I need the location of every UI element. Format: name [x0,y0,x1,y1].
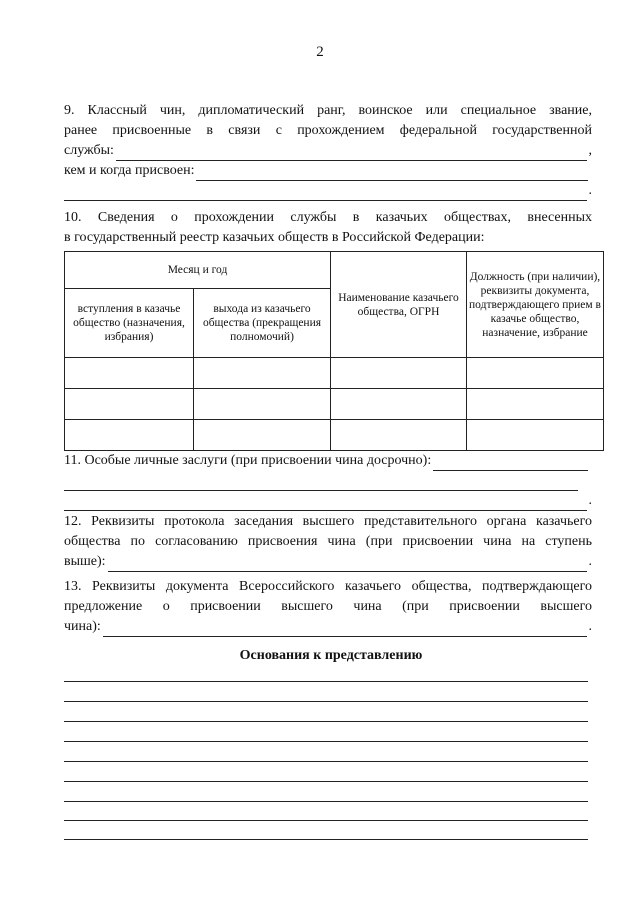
page-number: 2 [316,44,324,60]
table-cell[interactable] [194,358,331,389]
grounds-line[interactable] [64,781,588,782]
item-11-line-3 [64,491,592,511]
item-9-assigned-row [64,161,592,181]
item-12-row [64,552,592,572]
grounds-line[interactable] [64,761,588,762]
table-row [65,420,604,451]
table-cell[interactable] [331,389,467,420]
item-11-field-3[interactable] [64,495,587,511]
service-table [64,251,604,451]
item-11-label: 11. Особые личные заслуги (при присвоении чина досрочно): [64,453,432,468]
item-13-field[interactable] [103,621,587,637]
item-11-period: . [588,493,592,508]
item-12-period: . [588,554,592,569]
table-cell[interactable] [194,420,331,451]
item-10-line-2: в государственный реестр казачьих обществ в Российской Федерации: [64,230,485,245]
item-10 [64,208,592,248]
grounds-heading: Основания к представлению [239,648,423,663]
item-9-service-row [64,141,592,161]
item-11-field[interactable] [433,455,588,471]
grounds-line[interactable] [64,701,588,702]
table-cell[interactable] [331,358,467,389]
item-9-extra-row [64,181,592,201]
grounds-line[interactable] [64,681,588,682]
item-12-field[interactable] [108,556,587,572]
header-exit: выхода из казачьего общества (прекращения полномочий) [194,289,331,358]
table-cell[interactable] [65,358,194,389]
item-13-line-2: предложение о присвоении высшего чина (при присвоении высшего [64,599,592,614]
header-month-year: Месяц и год [65,252,331,289]
item-9-line-1: 9. Классный чин, дипломатический ранг, воинское или специальное звание, [64,103,592,118]
item-13-label: чина): [64,619,101,634]
item-9-assigned-field[interactable] [196,165,588,181]
table-row [65,389,604,420]
grounds-line[interactable] [64,801,588,802]
item-9-extra-field[interactable] [64,185,587,201]
item-9-assigned-label: кем и когда присвоен: [64,163,195,178]
item-9-extra-period: . [588,183,592,198]
item-12-line-1: 12. Реквизиты протокола заседания высшего представительного органа казачьего [64,514,592,529]
item-12-label: выше): [64,554,106,569]
table-cell[interactable] [467,389,604,420]
item-12-line-2: общества по согласованию присвоения чина (при присвоении чина на ступень [64,534,592,549]
grounds-line[interactable] [64,721,588,722]
item-9 [64,101,592,201]
table-row [65,358,604,389]
item-11-line-2 [64,471,592,491]
item-10-line-1: 10. Сведения о прохождении службы в казачьих обществах, внесенных [64,210,592,225]
header-entry: вступления в казачье общество (назначения, избрания) [65,289,194,358]
grounds-line[interactable] [64,820,588,821]
item-11-field-2[interactable] [64,475,578,491]
header-position-document: Должность (при наличии), реквизиты документа, подтверждающего прием в казачье общество, назначение, избрание [467,252,604,358]
item-9-service-label: службы: [64,143,114,158]
item-9-line-2: ранее присвоенные в связи с прохождением федеральной государственной [64,123,592,138]
table-cell[interactable] [467,358,604,389]
table-cell[interactable] [331,420,467,451]
item-12 [64,512,592,572]
table-cell[interactable] [194,389,331,420]
table-cell[interactable] [467,420,604,451]
item-11-row [64,451,592,471]
item-9-service-field[interactable] [116,145,587,161]
item-9-service-comma: , [588,143,592,158]
table-cell[interactable] [65,389,194,420]
item-13-period: . [588,619,592,634]
item-11 [64,451,592,511]
item-13-line-1: 13. Реквизиты документа Всероссийского казачьего общества, подтверждающего [64,579,592,594]
grounds-line[interactable] [64,741,588,742]
grounds-line[interactable] [64,839,588,840]
table-cell[interactable] [65,420,194,451]
item-13 [64,577,592,637]
item-13-row [64,617,592,637]
header-cossack-society: Наименование казачьего общества, ОГРН [331,252,467,358]
